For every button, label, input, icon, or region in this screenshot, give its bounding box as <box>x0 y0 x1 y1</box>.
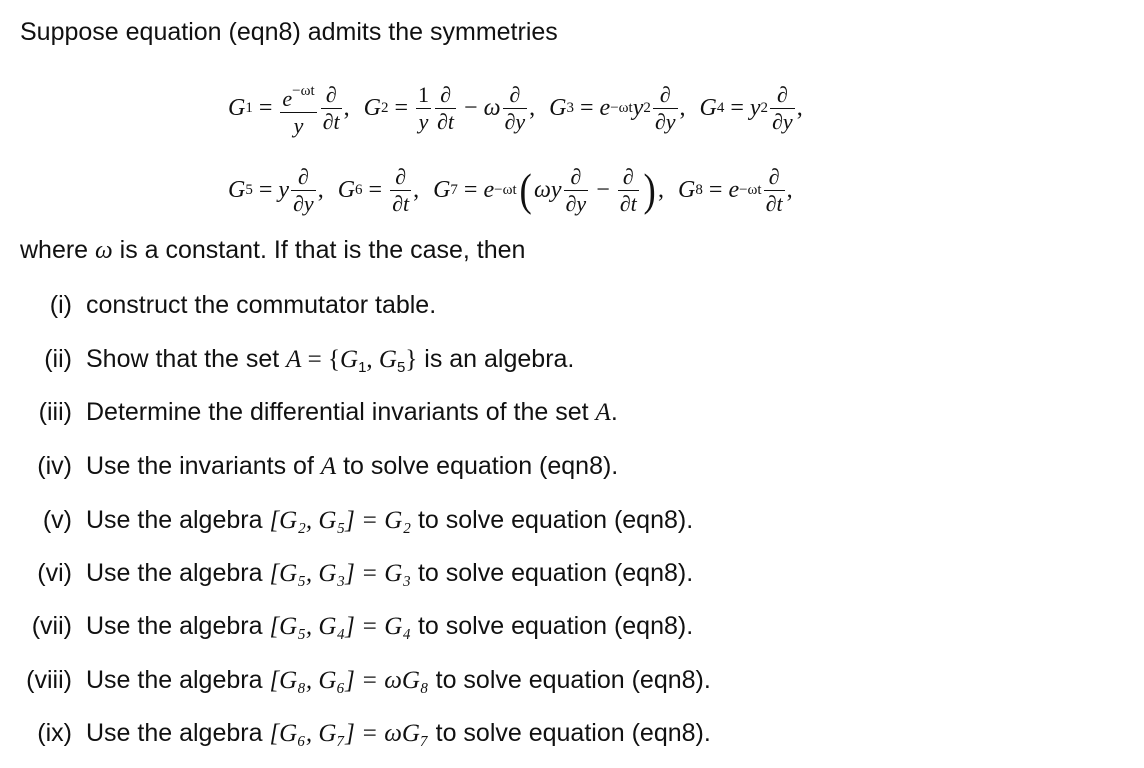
list-item: (vi) Use the algebra [G₅, G₃] = G₃ to solve equation (eqn8). <box>37 559 694 587</box>
list-item: (viii) Use the algebra [G₈, G₆] = ωG₈ to solve equation (eqn8). <box>26 666 711 694</box>
omega-symbol: ω <box>95 237 113 264</box>
list-item: (ix) Use the algebra [G₆, G₇] = ωG₇ to solve equation (eqn8). <box>37 719 711 747</box>
symmetry-row-2 <box>228 158 807 222</box>
symmetry-g8: G 8 = e −ωt $\frac{\partial}{\partial t}$ , <box>678 163 793 216</box>
intro-text: Suppose equation (eqn8) admits the symmetries <box>20 18 558 46</box>
symmetry-row-1 <box>228 72 817 144</box>
symmetry-g3: G 3 = e −ωt y 2 $\frac{\partial}{\partial y}$ , <box>549 81 686 134</box>
symmetry-g6: G 6 = $\frac{\partial}{\partial t}$ , <box>337 163 420 216</box>
list-item: (i) construct the commutator table. <box>49 291 437 319</box>
symmetry-g4: G 4 = y 2 $\frac{\partial}{\partial y}$ , <box>699 81 803 134</box>
list-item: (iv) Use the invariants of A to solve equation (eqn8). <box>37 452 619 480</box>
symmetry-g7: G 7 = e −ωt ( ωy $\frac{\partial}{\partial y}$ − $\frac{\partial}{\partial t}$ ) , <box>433 163 665 216</box>
where-text: where ω is a constant. If that is the case, then <box>20 236 526 264</box>
symmetry-g2: G 2 = $\frac{1}{y}$ $\frac{\partial}{\partial t}$ − ω $\frac{\partial}{\partial y}$ , <box>363 81 536 134</box>
symmetry-g5: G 5 = y $\frac{\partial}{\partial y}$ , <box>228 163 324 216</box>
list-item: (iii) Determine the differential invariants of the set A. <box>38 398 618 426</box>
symmetry-g1: G 1 = $\frac{e^{-\omega t}}{y}$ $\frac{\partial}{\partial t}$ , <box>228 81 350 138</box>
list-item: (ii) Show that the set $A = \{G_1$, $G_5$} is an algebra. <box>44 345 575 376</box>
list-item: (v) Use the algebra [G₂, G₅] = G₂ to solve equation (eqn8). <box>42 506 694 534</box>
list-item: (vii) Use the algebra [G₅, G₄] = G₄ to solve equation (eqn8). <box>31 612 694 640</box>
